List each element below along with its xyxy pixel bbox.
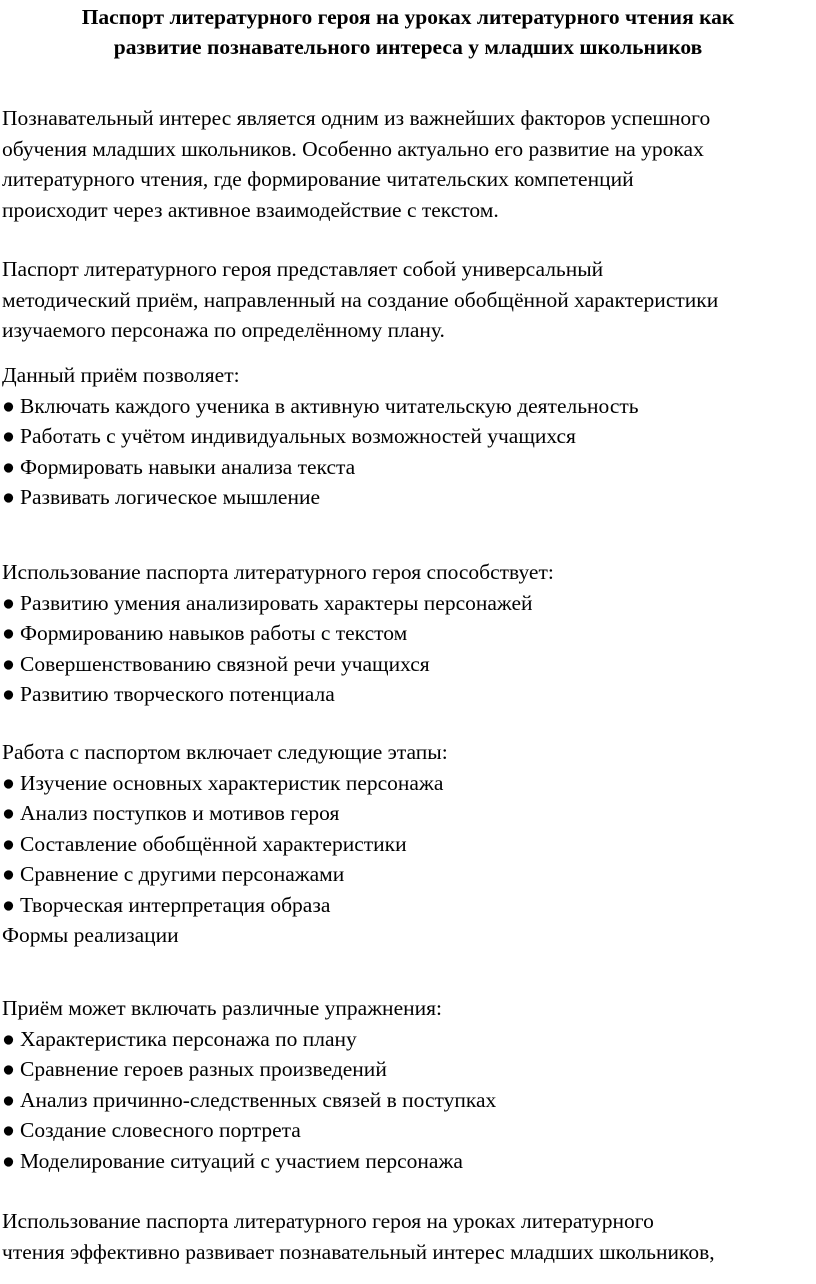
list-item-text: Моделирование ситуаций с участием персонажа [20,1148,463,1173]
bullet-icon: ● [2,892,15,917]
bullet-icon: ● [2,770,15,795]
bullet-icon: ● [2,590,15,615]
list-item [2,679,814,710]
list-item [2,391,814,422]
list-item [2,1085,814,1116]
list-item-text: Сравнение героев разных произведений [20,1057,387,1081]
text-line: изучаемого персонажа по определённому плану. [2,318,445,342]
list-intro: Использование паспорта литературного героя способствует: [2,560,554,584]
list-item [2,798,814,829]
list-allows [2,360,814,513]
list-exercises [2,993,814,1176]
list-item [2,1115,814,1146]
list-item-text: Формированию навыков работы с текстом [20,621,408,645]
list-stages [2,737,814,951]
list-item-text: Развитию творческого потенциала [20,682,335,706]
bullet-icon: ● [2,454,15,479]
list-intro: Работа с паспортом включает следующие этапы: [2,740,448,764]
list-item [2,452,814,483]
paragraph-definition [2,254,814,346]
text-line: обучения младших школьников. Особенно актуально его развитие на уроках [2,136,704,161]
bullet-icon: ● [2,651,15,676]
bullet-icon: ● [2,485,15,509]
paragraph-conclusion [2,1206,814,1267]
bullet-icon: ● [2,393,15,418]
text-line: Познавательный интерес является одним из важнейших факторов успешного [2,106,711,130]
text-line: Использование паспорта литературного героя на уроках литературного [2,1209,654,1233]
list-intro: Приём может включать различные упражнения: [2,996,442,1020]
list-item [2,649,814,680]
bullet-icon: ● [2,424,15,448]
list-item [2,588,814,619]
bullet-icon: ● [2,801,15,825]
bullet-icon: ● [2,621,15,645]
bullet-icon: ● [2,1087,15,1112]
list-item [2,768,814,799]
list-item [2,829,814,860]
list-item-text: Анализ поступков и мотивов героя [20,801,340,825]
list-item-text: Развитию умения анализировать характеры персонажей [20,590,533,615]
bullet-icon: ● [2,862,15,886]
document-title [0,2,816,62]
bullet-icon: ● [2,1148,15,1173]
list-item-text: Анализ причинно-следственных связей в поступках [20,1087,497,1112]
list-item-text: Включать каждого ученика в активную читательскую деятельность [20,393,639,418]
list-item [2,859,814,890]
section-heading: Формы реализации [2,923,179,947]
list-item [2,421,814,452]
text-line: чтения эффективно развивает познавательный интерес младших школьников, [2,1239,715,1264]
list-item-text: Совершенствованию связной речи учащихся [20,651,430,676]
title-line: развитие познавательного интереса у младших школьников [113,35,703,59]
list-item [2,890,814,921]
text-line: Паспорт литературного героя представляет собой универсальный [2,257,604,281]
list-item [2,482,814,513]
list-item-text: Сравнение с другими персонажами [20,862,345,886]
list-item-text: Изучение основных характеристик персонажа [20,770,444,795]
list-item [2,1024,814,1055]
text-line: происходит через активное взаимодействие с текстом. [2,197,499,222]
list-item [2,1146,814,1177]
list-item-text: Работать с учётом индивидуальных возможностей учащихся [20,424,576,448]
bullet-icon: ● [2,1026,15,1051]
bullet-icon: ● [2,682,15,706]
list-item-text: Создание словесного портрета [20,1118,301,1142]
list-item-text: Формировать навыки анализа текста [20,454,356,479]
title-line: Паспорт литературного героя на уроках литературного чтения как [81,5,735,29]
list-item-text: Творческая интерпретация образа [20,892,331,917]
list-item-text: Развивать логическое мышление [20,485,321,509]
text-line: литературного чтения, где формирование читательских компетенций [2,167,634,191]
text-line: методический приём, направленный на создание обобщённой характеристики [2,287,719,312]
list-intro: Данный приём позволяет: [2,363,240,387]
list-promotes [2,557,814,710]
paragraph-intro [2,103,814,225]
list-item-text: Характеристика персонажа по плану [20,1026,357,1051]
bullet-icon: ● [2,831,15,856]
bullet-icon: ● [2,1118,15,1142]
list-item [2,1054,814,1085]
bullet-icon: ● [2,1057,15,1081]
list-item [2,618,814,649]
list-item-text: Составление обобщённой характеристики [20,831,407,856]
